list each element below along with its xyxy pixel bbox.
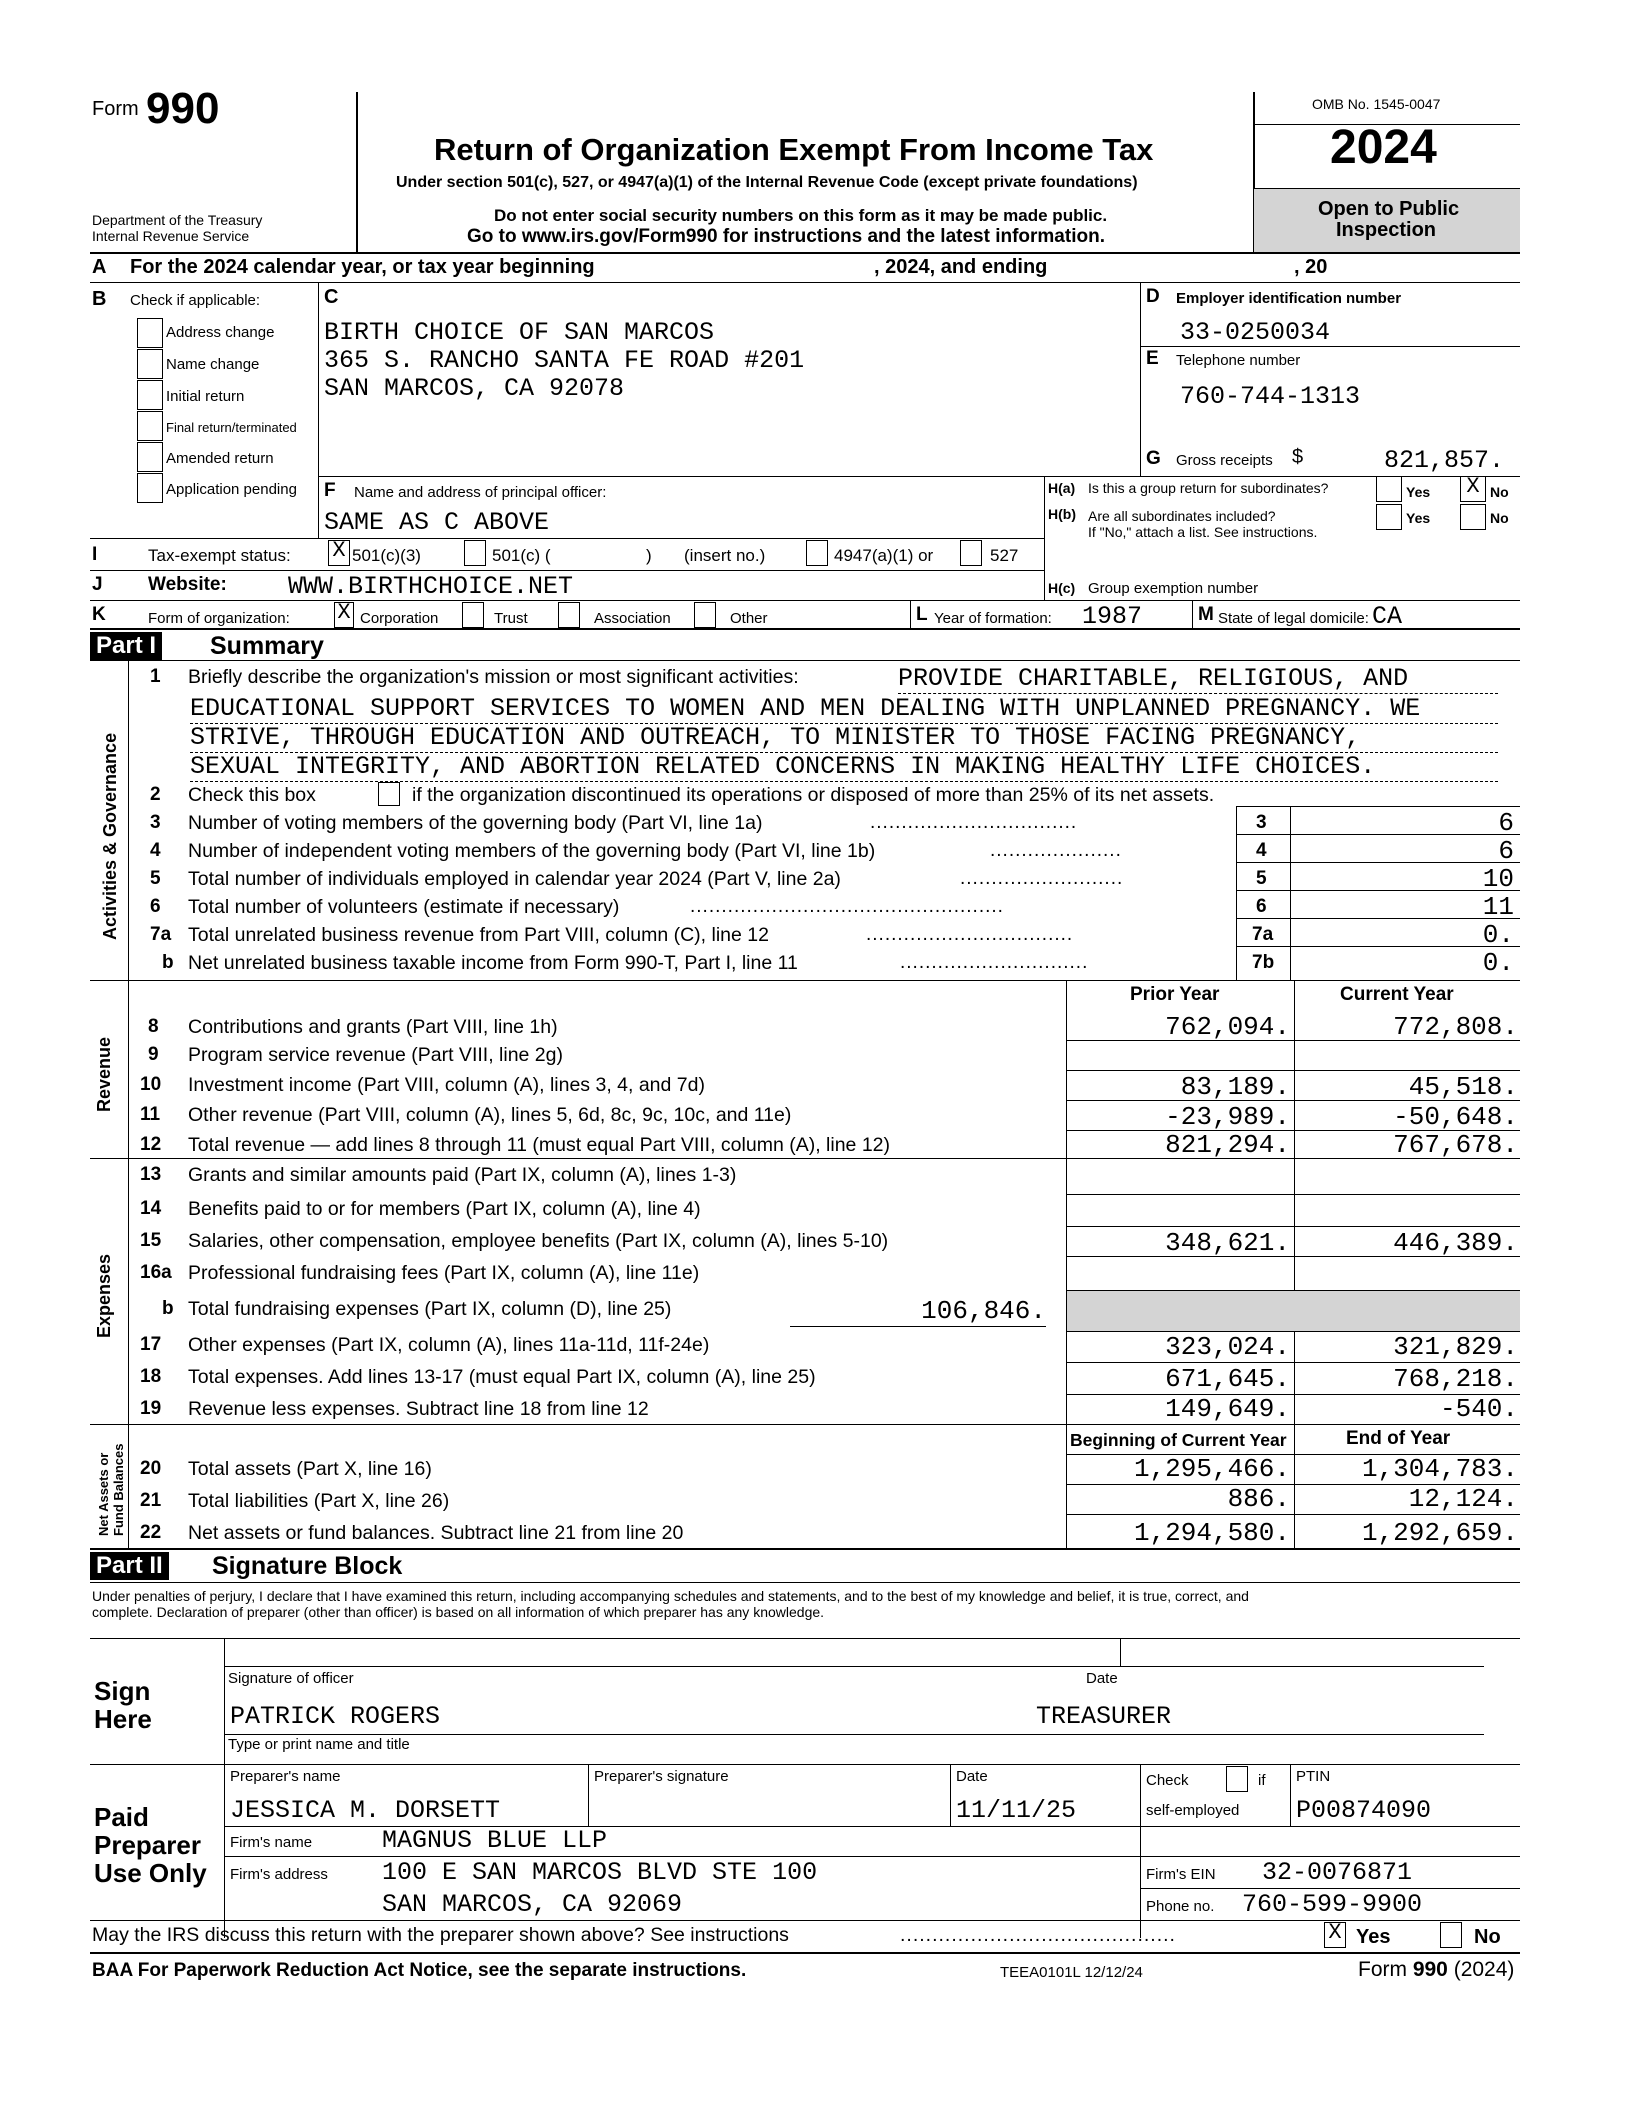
footer-form [1358,1958,1514,1982]
org-address: 365 S. RANCHO SANTA FE ROAD #201 [324,346,805,375]
line-11-current: -50,648. [1393,1102,1518,1132]
hc-text: Group exemption number [1088,580,1259,597]
hb-text: Are all subordinates included? [1088,508,1276,524]
line-4-box: 4 [1256,840,1267,861]
line-11-num: 11 [140,1104,161,1125]
line-4-text: Number of independent voting members of the governing body (Part VI, line 1b) [188,840,876,862]
4947-label: 4947(a)(1) or [834,546,934,565]
form-code: TEEA0101L 12/12/24 [1000,1964,1143,1981]
gross-receipts-value: 821,857. [1384,446,1505,475]
f-label: F [324,480,336,501]
line-a-mid: , 2024, and ending [874,256,1048,278]
ha-yes-label: Yes [1406,484,1431,500]
part1-title: Summary [210,632,324,660]
line-21-boy: 886. [1227,1484,1290,1514]
preparer-name: JESSICA M. DORSETT [230,1796,501,1825]
name-change-checkbox[interactable] [137,349,163,379]
4947-checkbox[interactable] [806,540,828,566]
preparer-signature-label: Preparer's signature [594,1768,729,1785]
line-8-prior: 762,094. [1165,1012,1290,1042]
amended-return-checkbox[interactable] [137,442,163,472]
initial-return-checkbox[interactable] [137,380,163,410]
current-year-header: Current Year [1340,984,1454,1005]
leader-3: ................................. [870,812,1078,833]
association-label: Association [594,610,671,627]
footer-form-word: Form [1358,1958,1413,1981]
line-14-num: 14 [140,1198,162,1219]
ein-title: Employer identification number [1176,290,1402,307]
discuss-no-checkbox[interactable] [1440,1922,1462,1948]
penalty-text-2: complete. Declaration of preparer (other than officer) is based on all information of which preparer has any knowledge. [92,1604,825,1620]
line-5-value: 10 [1482,864,1514,894]
mission-line-2: EDUCATIONAL SUPPORT SERVICES TO WOMEN AND MEN DEALING WITH UNPLANNED PREGNANCY. WE [190,694,1498,724]
side-activities: Activities & Governance [100,732,120,940]
line-16a-text: Professional fundraising fees (Part IX, column (A), line 11e) [188,1262,700,1284]
line-a-label: A [92,256,107,278]
firm-name: MAGNUS BLUE LLP [382,1826,608,1855]
e-label: E [1146,348,1159,369]
k-label: K [92,604,106,625]
line-10-num: 10 [140,1074,162,1095]
firm-ein-label: Firm's EIN [1146,1866,1216,1883]
line-15-text: Salaries, other compensation, employee benefits (Part IX, column (A), lines 5-10) [188,1230,889,1252]
line-a-text: For the 2024 calendar year, or tax year beginning [130,256,595,278]
leader-4: ..................... [990,840,1122,861]
amended-return-label: Amended return [166,450,274,467]
address-change-label: Address change [166,324,275,341]
line-13-text: Grants and similar amounts paid (Part IX, column (A), lines 1-3) [188,1164,737,1186]
hb-yes-checkbox[interactable] [1376,504,1402,530]
line-3-value: 6 [1498,808,1514,838]
ha-label: H(a) [1048,480,1076,496]
baa-notice: BAA For Paperwork Reduction Act Notice, see the separate instructions. [92,1960,747,1981]
line-5-text: Total number of individuals employed in calendar year 2024 (Part V, line 2a) [188,868,841,890]
discuss-text: May the IRS discuss this return with the preparer shown above? See instructions [92,1924,789,1946]
boy-header: Beginning of Current Year [1070,1430,1287,1450]
use-only-label: Use Only [94,1858,207,1888]
line-8-num: 8 [148,1016,159,1037]
line-7a-box: 7a [1252,924,1274,945]
c-label: C [324,286,339,308]
year-formation-value: 1987 [1082,602,1143,631]
hb-no-label: No [1490,510,1509,526]
discuss-yes-checkbox[interactable]: X [1324,1922,1346,1948]
hb-label: H(b) [1048,506,1076,522]
side-revenue: Revenue [94,1036,114,1112]
line-1-num: 1 [150,666,161,687]
tax-exempt-title: Tax-exempt status: [148,546,291,565]
officer-name: PATRICK ROGERS [230,1702,441,1731]
hb-no-checkbox[interactable] [1460,504,1486,530]
firm-address-1: 100 E SAN MARCOS BLVD STE 100 [382,1858,818,1887]
corporation-label: Corporation [360,610,439,627]
footer-form-number: 990 [1412,1958,1448,1981]
line-9-num: 9 [148,1044,159,1065]
firm-address-2: SAN MARCOS, CA 92069 [382,1890,683,1919]
here-label: Here [94,1704,152,1734]
part2-title: Signature Block [212,1552,403,1580]
ein-value: 33-0250034 [1180,318,1331,347]
line-16a-num: 16a [140,1262,172,1283]
i-label: I [92,544,98,565]
line-20-text: Total assets (Part X, line 16) [188,1458,432,1480]
line-6-box: 6 [1256,896,1267,917]
line-9-text: Program service revenue (Part VIII, line 2g) [188,1044,563,1066]
principal-officer-title: Name and address of principal officer: [354,484,607,501]
line-16b-num: b [162,1298,174,1319]
other-label: Other [730,610,768,627]
initial-return-label: Initial return [166,388,245,405]
preparer-label: Preparer [94,1830,201,1860]
discontinued-checkbox[interactable] [378,782,400,806]
form-word: Form [92,98,139,120]
line-22-num: 22 [140,1522,162,1543]
org-name: BIRTH CHOICE OF SAN MARCOS [324,318,715,347]
leader-5: .......................... [960,868,1124,889]
side-expenses: Expenses [94,1253,114,1338]
eoy-header: End of Year [1346,1428,1451,1449]
line-18-num: 18 [140,1366,162,1387]
open-public: Open to Public [1318,198,1460,220]
instructions-notice: Go to www.irs.gov/Form990 for instructions and the latest information. [467,226,1105,247]
line-19-num: 19 [140,1398,162,1419]
side-net-assets-1: Net Assets or [96,1452,111,1536]
inspection: Inspection [1336,219,1437,241]
line-20-eoy: 1,304,783. [1361,1454,1518,1484]
paid-label: Paid [94,1802,149,1832]
form-org-title: Form of organization: [148,610,290,627]
dept-irs: Internal Revenue Service [92,228,250,244]
501c3-label: 501(c)(3) [352,546,421,565]
line-3-box: 3 [1256,812,1267,833]
line-18-prior: 671,645. [1165,1364,1290,1394]
line-22-text: Net assets or fund balances. Subtract line 21 from line 20 [188,1522,684,1544]
line-21-text: Total liabilities (Part X, line 26) [188,1490,450,1512]
line-21-num: 21 [140,1490,162,1511]
line-17-current: 321,829. [1393,1332,1518,1362]
line-20-boy: 1,295,466. [1133,1454,1290,1484]
signature-officer-label: Signature of officer [228,1670,354,1687]
mission-line-4: SEXUAL INTEGRITY, AND ABORTION RELATED CONCERNS IN MAKING HEALTHY LIFE CHOICES. [190,752,1498,782]
association-checkbox[interactable] [558,602,580,628]
line-22-boy: 1,294,580. [1133,1518,1290,1548]
insert-no: (insert no.) [684,546,766,565]
address-change-checkbox[interactable] [137,318,163,348]
legal-domicile-value: CA [1372,602,1403,631]
discuss-yes-label: Yes [1356,1926,1391,1948]
phone-title: Telephone number [1176,352,1301,369]
line-22-eoy: 1,292,659. [1361,1518,1518,1548]
gross-receipts-title: Gross receipts [1176,452,1273,469]
line-10-text: Investment income (Part VIII, column (A), lines 3, 4, and 7d) [188,1074,705,1096]
website-title: Website: [148,574,227,595]
line-14-text: Benefits paid to or for members (Part IX, column (A), line 4) [188,1198,701,1220]
firm-phone: 760-599-9900 [1242,1890,1423,1919]
line-7a-num: 7a [150,924,172,945]
discuss-leader: ........................................... [900,1924,1176,1946]
line-17-num: 17 [140,1334,162,1355]
hb-yes-label: Yes [1406,510,1431,526]
sign-date-label: Date [1086,1670,1118,1687]
form-subtitle: Under section 501(c), 527, or 4947(a)(1) of the Internal Revenue Code (except private foundations) [396,174,1138,191]
line-7a-text: Total unrelated business revenue from Part VIII, column (C), line 12 [188,924,769,946]
mission-line-1: PROVIDE CHARITABLE, RELIGIOUS, AND [898,664,1498,694]
line-13-num: 13 [140,1164,162,1185]
line-6-value: 11 [1482,892,1514,922]
line-7b-value: 0. [1482,948,1514,978]
line-16b-text: Total fundraising expenses (Part IX, column (D), line 25) [188,1298,672,1320]
self-employed-label: self-employed [1146,1802,1240,1819]
line-4-num: 4 [150,840,161,861]
if-label: if [1258,1772,1266,1789]
type-name-label: Type or print name and title [228,1736,410,1753]
tax-year: 2024 [1330,121,1437,174]
dept-treasury: Department of the Treasury [92,212,263,228]
line-12-current: 767,678. [1393,1130,1518,1160]
line-17-text: Other expenses (Part IX, column (A), lines 11a-11d, 11f-24e) [188,1334,710,1356]
line-4-value: 6 [1498,836,1514,866]
principal-officer-value: SAME AS C ABOVE [324,508,550,537]
discuss-no-label: No [1474,1926,1501,1948]
check-label: Check [1146,1772,1189,1789]
line-12-text: Total revenue — add lines 8 through 11 (must equal Part VIII, column (A), line 12) [188,1134,890,1156]
officer-title: TREASURER [1036,1702,1172,1731]
line-18-text: Total expenses. Add lines 13-17 (must equal Part IX, column (A), line 25) [188,1366,816,1388]
trust-checkbox[interactable] [462,602,484,628]
dollar-sign: $ [1292,446,1304,468]
ptin-label: PTIN [1296,1768,1331,1785]
line-2-num: 2 [150,784,161,805]
self-employed-checkbox[interactable] [1226,1766,1248,1792]
leader-7b: .............................. [900,952,1089,973]
website-value[interactable]: WWW.BIRTHCHOICE.NET [288,572,574,601]
prior-year-header: Prior Year [1130,984,1220,1005]
line-10-current: 45,518. [1408,1072,1518,1102]
line-19-text: Revenue less expenses. Subtract line 18 from line 12 [188,1398,649,1420]
final-return-label: Final return/terminated [166,420,297,435]
line-18-current: 768,218. [1393,1364,1518,1394]
name-change-label: Name change [166,356,260,373]
preparer-date-label: Date [956,1768,988,1785]
d-label: D [1146,286,1160,307]
form-number: 990 [146,84,220,133]
firm-phone-label: Phone no. [1146,1898,1215,1915]
ha-text: Is this a group return for subordinates? [1088,480,1329,496]
line-12-prior: 821,294. [1165,1130,1290,1160]
mission-line-3: STRIVE, THROUGH EDUCATION AND OUTREACH, TO MINISTER TO THOSE FACING PREGNANCY, [190,723,1498,753]
line-6-text: Total number of volunteers (estimate if necessary) [188,896,620,918]
line-7a-value: 0. [1482,920,1514,950]
j-label: J [92,574,103,595]
line-11-prior: -23,989. [1165,1102,1290,1132]
sign-label: Sign [94,1676,151,1706]
line-a-end: , 20 [1294,256,1328,278]
line-15-num: 15 [140,1230,162,1251]
trust-label: Trust [494,610,528,627]
line-3-text: Number of voting members of the governing body (Part VI, line 1a) [188,812,763,834]
line-8-text: Contributions and grants (Part VIII, line 1h) [188,1016,558,1038]
line-15-current: 446,389. [1393,1228,1518,1258]
side-net-assets-2: Fund Balances [111,1443,126,1536]
line-21-eoy: 12,124. [1408,1484,1518,1514]
ha-yes-checkbox[interactable] [1376,476,1402,502]
application-pending-label: Application pending [166,481,297,498]
line-5-box: 5 [1256,868,1267,889]
firm-ein: 32-0076871 [1262,1858,1413,1887]
omb-number: OMB No. 1545-0047 [1312,96,1441,112]
g-label: G [1146,448,1161,469]
preparer-date: 11/11/25 [956,1796,1077,1825]
preparer-name-label: Preparer's name [230,1768,341,1785]
l-label: L [916,604,928,625]
leader-6: .................................................. [690,896,1004,917]
line-1-text: Briefly describe the organization's mission or most significant activities: [188,666,799,688]
form-title: Return of Organization Exempt From Income Tax [434,132,1154,167]
b-label: B [92,288,107,310]
501c3-checkbox[interactable]: X [328,540,350,566]
year-formation-title: Year of formation: [934,610,1052,627]
line-12-num: 12 [140,1134,162,1155]
line-19-current: -540. [1439,1394,1518,1424]
line-5-num: 5 [150,868,161,889]
org-city: SAN MARCOS, CA 92078 [324,374,625,403]
b-title: Check if applicable: [130,292,261,309]
hb-note: If "No," attach a list. See instructions. [1088,524,1318,540]
line-7b-box: 7b [1252,952,1275,973]
line-16b-value: 106,846. [790,1296,1046,1327]
line-8-current: 772,808. [1393,1012,1518,1042]
application-pending-checkbox[interactable] [137,473,163,503]
527-checkbox[interactable] [960,540,982,566]
line-20-num: 20 [140,1458,162,1479]
line-3-num: 3 [150,812,161,833]
hc-label: H(c) [1048,580,1076,596]
line-15-prior: 348,621. [1165,1228,1290,1258]
line-10-prior: 83,189. [1180,1072,1290,1102]
ptin-value: P00874090 [1296,1796,1432,1825]
501c-label: 501(c) ( [492,546,551,565]
part1-label: Part I [90,632,162,660]
ha-no-checkbox[interactable]: X [1460,476,1486,502]
line-11-text: Other revenue (Part VIII, column (A), lines 5, 6d, 8c, 9c, 10c, and 11e) [188,1104,792,1126]
line-2-text-a: Check this box [188,784,316,806]
line-17-prior: 323,024. [1165,1332,1290,1362]
line-19-prior: 149,649. [1165,1394,1290,1424]
m-label: M [1198,604,1214,625]
penalty-text-1: Under penalties of perjury, I declare that I have examined this return, including accompanying schedules and statements, and to the best of my knowledge and belief, it is true, correct, and [92,1588,1249,1604]
corporation-checkbox[interactable]: X [334,602,354,628]
firm-name-label: Firm's name [230,1834,313,1851]
line-2-text-b: if the organization discontinued its operations or disposed of more than 25% of its net assets. [412,784,1215,806]
phone-value: 760-744-1313 [1180,382,1361,411]
ha-no-label: No [1490,484,1509,500]
line-7b-num: b [162,952,174,973]
leader-7a: ................................. [866,924,1074,945]
501c-close: ) [646,546,652,565]
part2-label: Part II [90,1552,169,1580]
final-return-checkbox[interactable] [137,411,163,441]
line-6-num: 6 [150,896,161,917]
501c-checkbox[interactable] [464,540,486,566]
footer-form-year: (2024) [1447,1958,1515,1981]
other-checkbox[interactable] [694,602,716,628]
legal-domicile-title: State of legal domicile: [1218,610,1369,627]
firm-address-label: Firm's address [230,1866,328,1883]
ssn-notice: Do not enter social security numbers on this form as it may be made public. [494,206,1108,225]
527-label: 527 [990,546,1019,565]
line-7b-text: Net unrelated business taxable income from Form 990-T, Part I, line 11 [188,952,798,974]
